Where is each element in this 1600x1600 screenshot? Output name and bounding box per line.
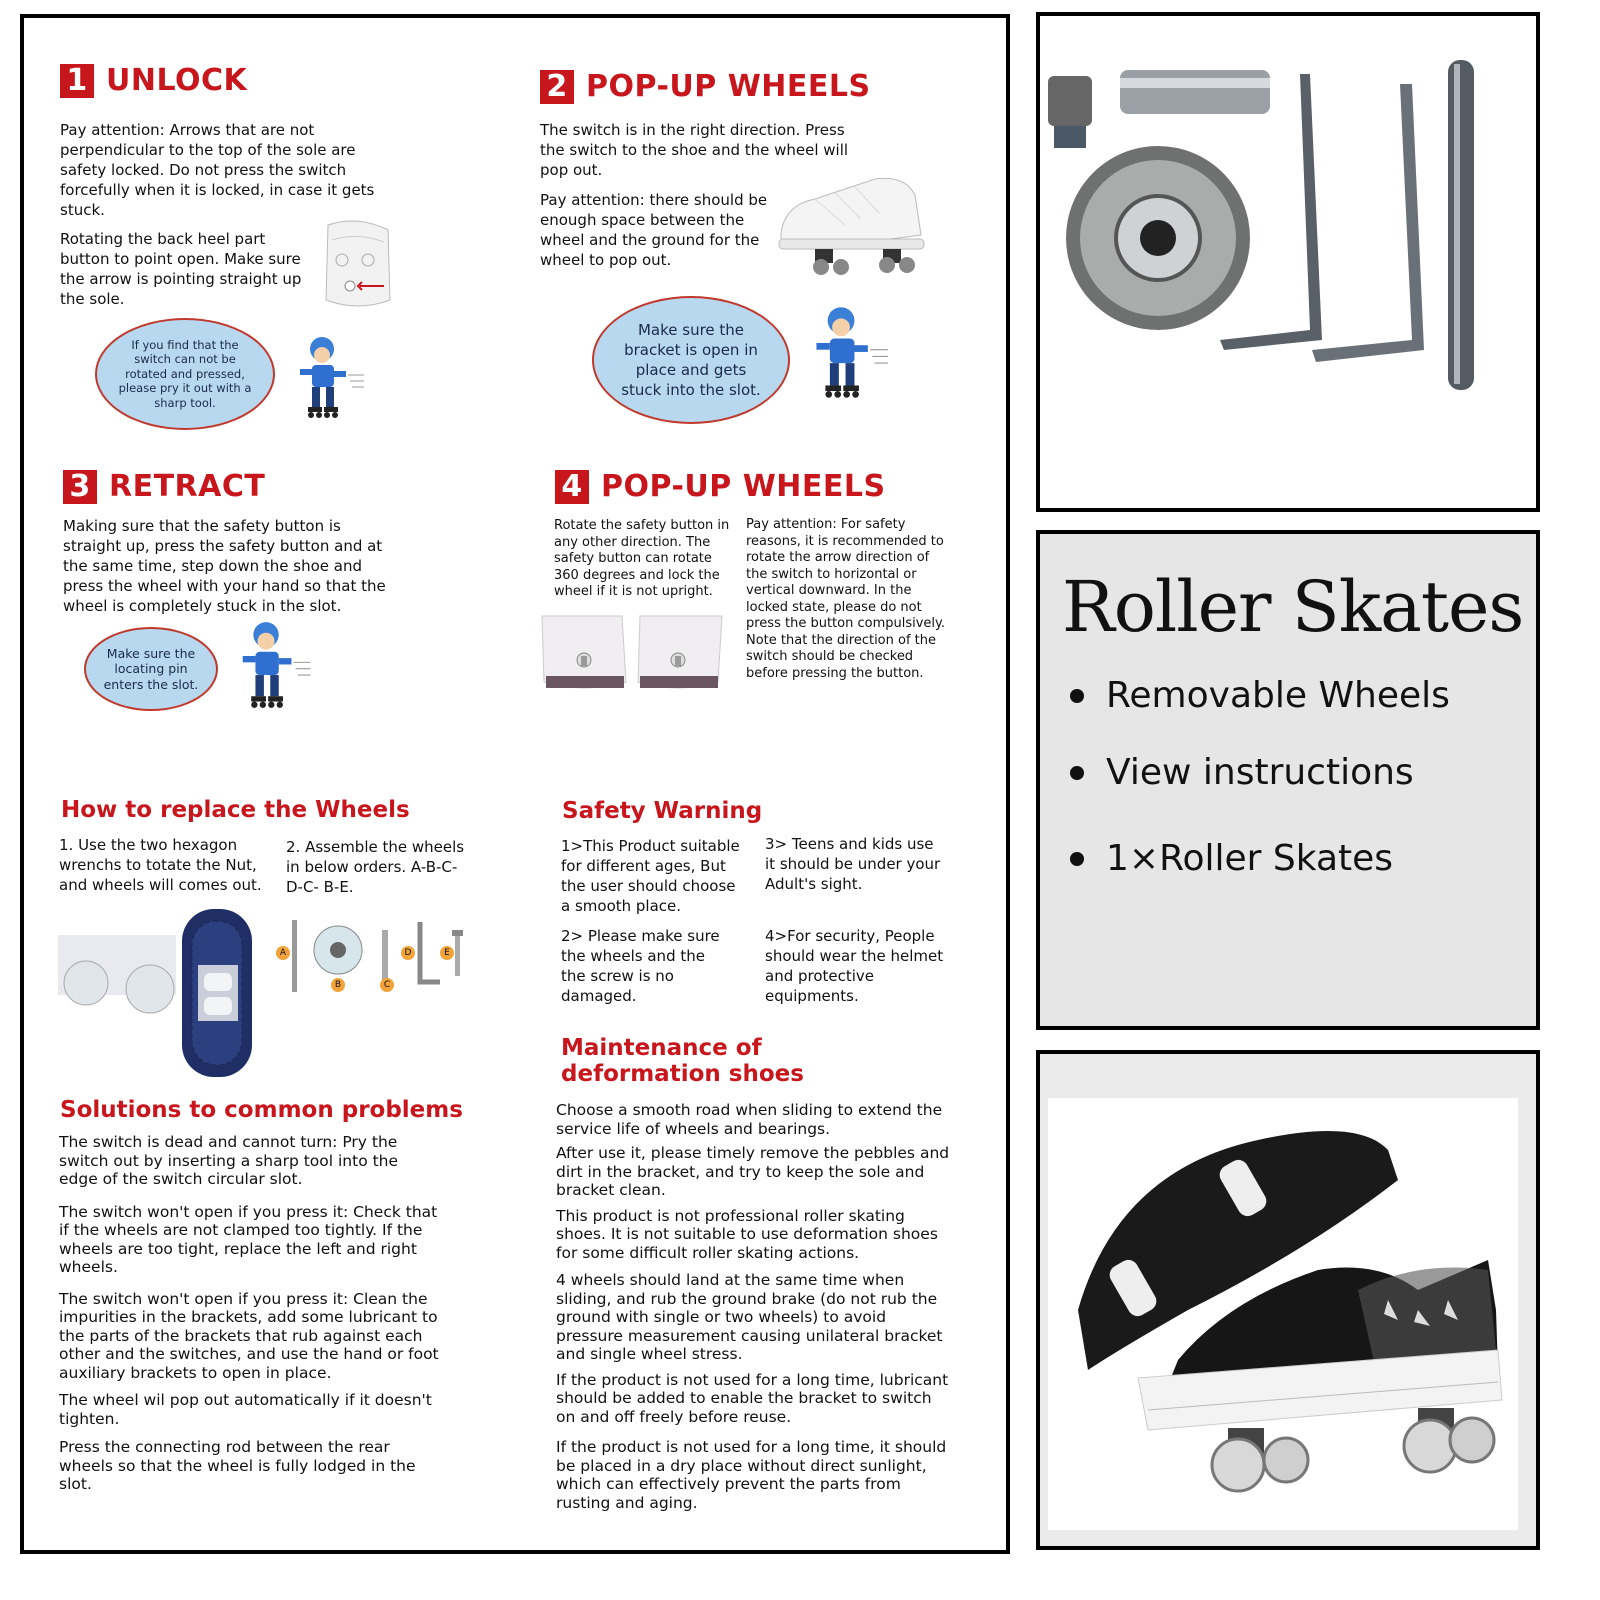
kid-skater-icon (805, 305, 895, 400)
step1-number: 1 (60, 64, 94, 98)
unlock-text-2: Rotating the back heel part button to point open. Make sure the arrow is pointing straight up the sole. (60, 230, 302, 308)
bullet-dot-icon (1070, 852, 1084, 866)
replace-step-2: 2. Assemble the wheels in below orders. A-B-C-D-C- B-E. (286, 838, 465, 896)
popup1-text-1: The switch is in the right direction. Press the switch to the shoe and the wheel will pop out. (540, 121, 849, 179)
solutions-list (59, 1133, 439, 1494)
bullet-removable-wheels (1070, 675, 1450, 716)
retract-tip-cloud (84, 627, 218, 711)
popup2-text-right: Pay attention: For safety reasons, it is recommended to rotate the arrow direction of the switch to horizontal or vertical downward. In the locked state, please do not press the button compulsively. Note that the direction of the switch should be checked before pressing the button. (746, 517, 945, 681)
safety-item-3: 3> Teens and kids use it should be under your Adult's sight. (765, 835, 941, 893)
step2-title: POP-UP WHEELS (586, 69, 871, 104)
kid-skater-icon (290, 335, 370, 420)
kid-skater-icon (232, 620, 317, 710)
black-roller-skate-image (1058, 1110, 1508, 1520)
bullet-dot-icon (1070, 766, 1084, 780)
step3-title: RETRACT (109, 469, 266, 504)
maintenance-item: 4 wheels should land at the same time when sliding, and rub the ground brake (do not rub the ground with single or two wheels) to avoid pressure measurement causing unilateral bracket and single wheel stress. (556, 1271, 943, 1363)
step2-number: 2 (540, 70, 574, 104)
solution-item: The switch won't open if you press it: Clean the impurities in the brackets, add some lubricant to the parts of the brackets that rub against each other and the switches, and use the hand or foot auxiliary brackets to open in place. (59, 1289, 439, 1382)
safety-title: Safety Warning (562, 798, 763, 824)
wheel-and-tools-image (1040, 40, 1510, 460)
popup1-tip-text: Make sure the bracket is open in place and gets stuck into the slot. (621, 321, 761, 399)
maintenance-list (556, 1101, 951, 1512)
step3-number: 3 (63, 470, 97, 504)
step4-title: POP-UP WHEELS (601, 469, 886, 504)
bullet-text: 1×Roller Skates (1106, 838, 1394, 879)
part-label-d: D (401, 946, 415, 960)
solution-item: The wheel wil pop out automatically if it doesn't tighten. (59, 1391, 432, 1428)
part-label-b: B (331, 978, 345, 992)
safety-item-2: 2> Please make sure the wheels and the the screw is no damaged. (561, 927, 720, 1005)
solution-item: The switch won't open if you press it: Check that if the wheels are not clamped too tightly. If the wheels are too tight, replace the left and right wheels. (59, 1202, 438, 1276)
maintenance-item: If the product is not used for a long time, lubricant should be added to enable the bracket to switch on and off freely before reuse. (556, 1370, 949, 1426)
step1-title: UNLOCK (106, 63, 248, 98)
heel-switch-image (318, 220, 398, 310)
unlock-text-1: Pay attention: Arrows that are not perpendicular to the top of the sole are safety locked. Do not press the switch forcefully when it is locked, in case it gets stuck. (60, 121, 375, 219)
part-label-e: E (440, 946, 454, 960)
white-skate-shoe-image (775, 165, 930, 280)
wheel-removal-image (58, 905, 258, 1080)
bullet-quantity (1070, 838, 1393, 879)
bullet-text: Removable Wheels (1106, 675, 1450, 716)
step1-heading (60, 62, 247, 98)
bullet-view-instructions (1070, 752, 1414, 793)
retract-tip-text: Make sure the locating pin enters the slot. (103, 645, 199, 692)
unlock-tip-cloud (95, 318, 275, 430)
product-title: Roller Skates (1062, 566, 1524, 648)
solution-item: The switch is dead and cannot turn: Pry the switch out by inserting a sharp tool into the edge of the switch circular slot. (59, 1133, 399, 1188)
maintenance-item: Choose a smooth road when sliding to extend the service life of wheels and bearings. (556, 1101, 943, 1138)
bullet-dot-icon (1070, 689, 1084, 703)
step4-heading (555, 468, 886, 504)
maintenance-item: This product is not professional roller skating shoes. It is not suitable to use deformation shoes for some difficult roller skating actions. (556, 1206, 938, 1262)
replace-step-1: 1. Use the two hexagon wrenchs to totate the Nut, and wheels will comes out. (59, 836, 262, 894)
replace-title: How to replace the Wheels (61, 797, 410, 823)
maintenance-item: If the product is not used for a long time, it should be placed in a dry place without direct sunlight, which can effectively prevent the parts from rusting and aging. (556, 1438, 947, 1512)
popup2-text-left: Rotate the safety button in any other direction. The safety button can rotate 360 degrees and lock the wheel if it is not upright. (554, 518, 730, 599)
solutions-title: Solutions to common problems (60, 1097, 463, 1123)
popup1-tip-cloud (592, 296, 790, 424)
maintenance-item: After use it, please timely remove the pebbles and dirt in the bracket, and try to keep the sole and bracket clean. (556, 1144, 950, 1199)
bullet-text: View instructions (1106, 752, 1414, 793)
retract-text: Making sure that the safety button is straight up, press the safety button and at the same time, step down the shoe and press the wheel with your hand so that the wheel is completely stuck in the slot. (63, 517, 386, 615)
popup1-text-2: Pay attention: there should be enough space between the wheel and the ground for the wheel to pop out. (540, 191, 768, 269)
safety-item-4: 4>For security, People should wear the helmet and protective equipments. (765, 927, 944, 1005)
step2-heading (540, 68, 871, 104)
step3-heading (63, 468, 265, 504)
part-label-a: A (276, 946, 290, 960)
step4-number: 4 (555, 470, 589, 504)
solution-item: Press the connecting rod between the rear wheels so that the wheel is fully lodged in the slot. (59, 1438, 416, 1493)
part-label-c: C (380, 978, 394, 992)
assembly-parts-diagram (272, 912, 467, 997)
unlock-tip-text: If you find that the switch can not be rotated and pressed, please pry it out with a sharp tool. (118, 337, 252, 410)
heel-buttons-image (538, 612, 728, 697)
safety-item-1: 1>This Product suitable for different ages, But the user should choose a smooth place. (561, 837, 740, 915)
maintenance-title: Maintenance of deformation shoes (561, 1035, 804, 1087)
